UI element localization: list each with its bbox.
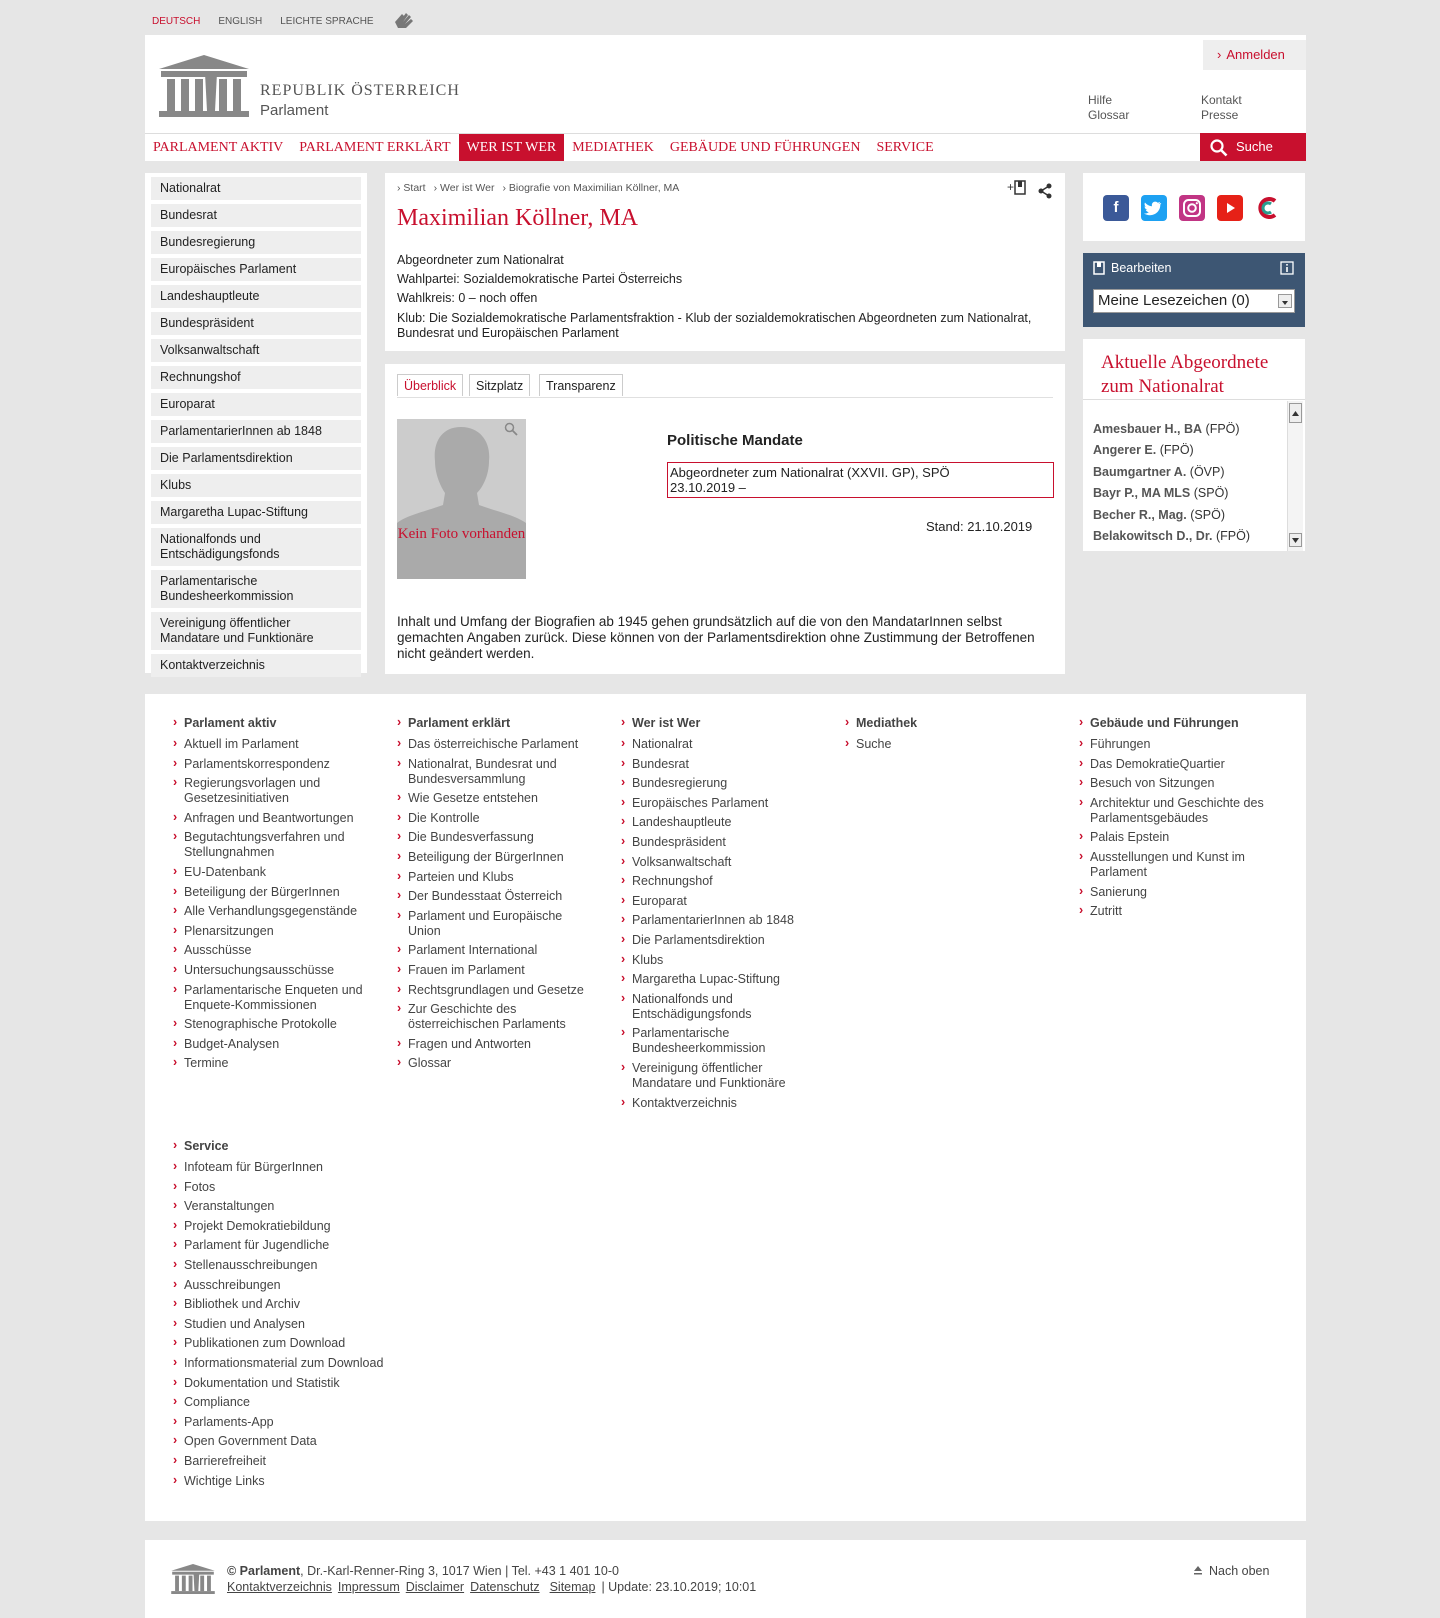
mp-list-item[interactable]: Bayr P., MA MLS (SPÖ) — [1093, 486, 1229, 501]
footer-heading[interactable]: › Mediathek — [845, 716, 1035, 731]
info-icon[interactable] — [1280, 261, 1294, 278]
lesezeichen-select[interactable]: Meine Lesezeichen (0) — [1093, 289, 1295, 313]
nav-parlament-erklaert[interactable]: PARLAMENT ERKLÄRT — [299, 140, 451, 155]
footer-link[interactable]: › Termine — [173, 1056, 363, 1071]
main-nav — [145, 133, 1306, 161]
footer-link[interactable]: › Ausschreibungen — [173, 1278, 403, 1293]
bio-district: Wahlkreis: 0 – noch offen — [397, 291, 538, 305]
footer-link[interactable]: › Open Government Data — [173, 1434, 403, 1449]
footer-sitemap — [145, 694, 1306, 1521]
footer-link[interactable]: › Parlamentarische Bundesheerkommission — [621, 1026, 811, 1056]
footer-link[interactable]: › Europäisches Parlament — [621, 796, 811, 811]
logo-text-parlament: Parlament — [260, 102, 329, 119]
footer-link[interactable]: › Europarat — [621, 894, 811, 909]
footer-link[interactable]: › Führungen — [1079, 737, 1269, 752]
footer-link[interactable]: › EU-Datenbank — [173, 865, 363, 880]
footer-col-mediathek — [845, 716, 1035, 757]
current-mps-box — [1083, 339, 1305, 551]
youtube-icon[interactable] — [1217, 195, 1243, 221]
footer-link[interactable]: › Nationalrat — [621, 737, 811, 752]
footer-link[interactable]: › Bibliothek und Archiv — [173, 1297, 403, 1312]
footer-link[interactable]: › Bundespräsident — [621, 835, 811, 850]
social-media-box — [1083, 173, 1305, 241]
footer-link[interactable]: › Wichtige Links — [173, 1474, 403, 1489]
footer-link[interactable]: › Barrierefreiheit — [173, 1454, 403, 1469]
sidebar-item-bundesprasident[interactable]: Bundespräsident — [151, 312, 361, 335]
scroll-down-icon[interactable] — [1289, 533, 1302, 547]
tab-sitzplatz[interactable]: Sitzplatz — [469, 374, 530, 396]
footer-heading[interactable]: › Wer ist Wer — [621, 716, 811, 731]
bookmarks-panel — [1083, 253, 1305, 327]
site-header — [145, 35, 1306, 133]
footer-link[interactable]: › Untersuchungsausschüsse — [173, 963, 363, 978]
footer-col-gebaeude-fuehrungen — [1079, 716, 1269, 924]
parlament-small-logo — [171, 1564, 215, 1594]
footer-link[interactable]: › Landeshauptleute — [621, 815, 811, 830]
footer-link[interactable]: › Parlament und Europäische Union — [397, 909, 587, 939]
link-disclaimer[interactable]: Disclaimer — [405, 1580, 465, 1594]
footer-link[interactable]: › Klubs — [621, 953, 811, 968]
nav-wer-ist-wer[interactable]: WER IST WER — [459, 134, 565, 161]
parlament-logo[interactable] — [159, 55, 249, 117]
footer-heading[interactable]: › Parlament aktiv — [173, 716, 363, 731]
arrow-up-icon — [1193, 1564, 1203, 1578]
footer-link[interactable]: › ParlamentarierInnen ab 1848 — [621, 913, 811, 928]
search-icon — [1210, 139, 1228, 160]
footer-link[interactable]: › Margaretha Lupac-Stiftung — [621, 972, 811, 987]
footer-link[interactable]: › Frauen im Parlament — [397, 963, 587, 978]
footer-link[interactable]: › Besuch von Sitzungen — [1079, 776, 1269, 791]
footer-link[interactable]: › Zutritt — [1079, 904, 1269, 919]
current-mps-list — [1093, 419, 1293, 547]
divider — [1083, 399, 1305, 400]
footer-link[interactable]: › Nationalrat, Bundesrat und Bundesversammlung — [397, 757, 587, 787]
footer-link[interactable]: › Sanierung — [1079, 885, 1269, 900]
footer-link[interactable]: › Parlaments-App — [173, 1415, 403, 1430]
footer-link[interactable]: › Regierungsvorlagen und Gesetzesinitiativen — [173, 776, 363, 806]
sidebar-item-volksanwaltschaft[interactable]: Volksanwaltschaft — [151, 339, 361, 362]
bio-party: Wahlpartei: Sozialdemokratische Partei Österreichs — [397, 272, 683, 286]
footer-link[interactable]: › Volksanwaltschaft — [621, 855, 811, 870]
footer-col-wer-ist-wer — [621, 716, 811, 1115]
footer-link[interactable]: › Architektur und Geschichte des Parlamentsgebäudes — [1079, 796, 1269, 826]
footer-link[interactable]: › Parlamentarische Enqueten und Enquete-Kommissionen — [173, 983, 363, 1013]
footer-col-parlament-aktiv — [173, 716, 363, 1076]
footer-link[interactable]: › Beteiligung der BürgerInnen — [173, 885, 363, 900]
page-title: Maximilian Köllner, MA — [397, 205, 639, 231]
sidebar-item-kontaktverzeichnis[interactable]: Kontaktverzeichnis — [151, 654, 361, 677]
footer-link[interactable]: › Die Bundesverfassung — [397, 830, 587, 845]
footer-link[interactable]: › Kontaktverzeichnis — [621, 1096, 811, 1111]
footer-link[interactable]: › Aktuell im Parlament — [173, 737, 363, 752]
footer-link[interactable]: › Bundesrat — [621, 757, 811, 772]
chevron-down-icon — [1278, 294, 1292, 308]
breadcrumb — [397, 182, 679, 194]
sidebar — [145, 173, 367, 673]
sign-language-icon[interactable] — [392, 10, 418, 33]
lang-leichte-sprache[interactable]: LEICHTE SPRACHE — [280, 15, 374, 27]
portrait-placeholder[interactable] — [397, 419, 526, 579]
sidebar-item-klubs[interactable]: Klubs — [151, 474, 361, 497]
footer-col-service — [173, 1139, 403, 1493]
footer-link[interactable]: › Der Bundesstaat Österreich — [397, 889, 587, 904]
scroll-up-icon[interactable] — [1289, 403, 1302, 423]
sidebar-item-parlamentarische-bundesheerkommission[interactable]: Parlamentarische Bundesheerkommission — [151, 570, 361, 608]
mp-list-item[interactable]: Baumgartner A. (ÖVP) — [1093, 464, 1225, 479]
nav-mediathek[interactable]: MEDIATHEK — [572, 140, 654, 155]
mandate-entry: Abgeordneter zum Nationalrat (XXVII. GP), SPÖ 23.10.2019 – — [667, 462, 1054, 498]
add-bookmark-icon[interactable] — [1007, 179, 1027, 200]
footer-link[interactable]: › Stellenausschreibungen — [173, 1258, 403, 1273]
footer-link[interactable]: › Rechtsgrundlagen und Gesetze — [397, 983, 587, 998]
footer-link[interactable]: › Die Parlamentsdirektion — [621, 933, 811, 948]
breadcrumb-wer-ist-wer[interactable]: › Wer ist Wer — [434, 182, 495, 194]
zoom-icon[interactable] — [504, 422, 518, 439]
chevron-right-icon: › — [1217, 47, 1222, 62]
bearbeiten-label[interactable]: Bearbeiten — [1111, 261, 1172, 275]
current-mps-heading: Aktuelle Abgeordnete zum Nationalrat — [1101, 352, 1269, 397]
stand-date: Stand: 21.10.2019 — [926, 519, 1033, 534]
bottom-bar — [145, 1540, 1306, 1618]
footer-link[interactable]: › Projekt Demokratiebildung — [173, 1219, 403, 1234]
back-to-top-button[interactable]: Nach oben — [1193, 1564, 1269, 1578]
presse-link[interactable]: Presse — [1201, 108, 1239, 122]
footer-link[interactable]: › Parlamentskorrespondenz — [173, 757, 363, 772]
footer-link[interactable]: › Das österreichische Parlament — [397, 737, 587, 752]
bookmark-icon — [1093, 261, 1105, 278]
footer-link[interactable]: › Suche — [845, 737, 1035, 752]
copyright-line: © Parlament, Dr.-Karl-Renner-Ring 3, 1017 Wien | Tel. +43 1 401 10-0 — [227, 1564, 619, 1578]
nav-service[interactable]: SERVICE — [876, 140, 934, 155]
search-button[interactable]: Suche — [1200, 133, 1306, 161]
bio-content-box — [385, 364, 1065, 674]
nav-gebaeude-fuehrungen[interactable]: GEBÄUDE UND FÜHRUNGEN — [669, 140, 861, 155]
footer-link[interactable]: › Nationalfonds und Entschädigungsfonds — [621, 992, 811, 1022]
footer-link[interactable]: › Budget-Analysen — [173, 1037, 363, 1052]
footer-link[interactable]: › Fotos — [173, 1180, 403, 1195]
bio-header-box — [385, 173, 1065, 351]
tab-transparenz[interactable]: Transparenz — [539, 374, 623, 396]
sidebar-item-landeshauptleute[interactable]: Landeshauptleute — [151, 285, 361, 308]
instagram-icon[interactable] — [1179, 195, 1205, 221]
scrollbar[interactable] — [1287, 401, 1303, 551]
footer-link[interactable]: › Informationsmaterial zum Download — [173, 1356, 403, 1371]
sidebar-item-vereinigung-offentlicher-mandatare-und-funktionare[interactable]: Vereinigung öffentlicher Mandatare und Funktionäre — [151, 612, 361, 650]
footer-link[interactable]: › Vereinigung öffentlicher Mandatare und Funktionäre — [621, 1061, 811, 1091]
footer-link[interactable]: › Publikationen zum Download — [173, 1336, 403, 1351]
hilfe-link[interactable]: Hilfe — [1088, 93, 1113, 107]
footer-link[interactable]: › Parlament International — [397, 943, 587, 958]
svg-text:+: + — [1007, 180, 1015, 194]
mp-list-item[interactable]: Becher R., Mag. (SPÖ) — [1093, 507, 1225, 522]
parlament-logo-icon[interactable] — [1255, 195, 1281, 221]
footer-link[interactable]: › Stenographische Protokolle — [173, 1017, 363, 1032]
footer-link[interactable]: › Dokumentation und Statistik — [173, 1376, 403, 1391]
footer-link[interactable]: › Plenarsitzungen — [173, 924, 363, 939]
footer-link[interactable]: › Fragen und Antworten — [397, 1037, 587, 1052]
footer-link[interactable]: › Die Kontrolle — [397, 811, 587, 826]
bio-club: Klub: Die Sozialdemokratische Parlamentsfraktion - Klub der sozialdemokratischen Abgeordneten zum Nationalrat, Bundesrat und Europäischen Parlament — [397, 311, 1032, 340]
language-bar — [152, 14, 418, 28]
footer-link[interactable]: › Ausschüsse — [173, 943, 363, 958]
share-icon[interactable] — [1037, 183, 1053, 202]
footer-link[interactable]: › Zur Geschichte des österreichischen Parlaments — [397, 1002, 587, 1032]
sidebar-item-nationalrat[interactable]: Nationalrat — [151, 177, 361, 200]
bio-disclaimer: Inhalt und Umfang der Biografien ab 1945 gehen grundsätzlich auf die von den MandatarInnen selbst gemachten Angaben zurück. Diese können von der Parlamentsdirektion ohne Zustimmung der Betroffenen nicht geändert werden. — [397, 614, 1035, 661]
kontakt-link[interactable]: Kontakt — [1201, 93, 1242, 107]
footer-link[interactable]: › Parlament für Jugendliche — [173, 1238, 403, 1253]
footer-link[interactable]: › Ausstellungen und Kunst im Parlament — [1079, 850, 1269, 880]
sidebar-item-europaisches-parlament[interactable]: Europäisches Parlament — [151, 258, 361, 281]
link-sitemap[interactable]: Sitemap — [549, 1580, 596, 1594]
footer-link[interactable]: › Anfragen und Beantwortungen — [173, 811, 363, 826]
glossar-link[interactable]: Glossar — [1088, 108, 1130, 122]
mandates-heading: Politische Mandate — [667, 432, 803, 449]
footer-link[interactable]: › Compliance — [173, 1395, 403, 1410]
footer-link[interactable]: › Begutachtungsverfahren und Stellungnahmen — [173, 830, 363, 860]
facebook-icon[interactable]: f — [1103, 195, 1129, 221]
footer-link[interactable]: › Alle Verhandlungsgegenstände — [173, 904, 363, 919]
tab-divider — [397, 397, 1053, 398]
sidebar-item-bundesregierung[interactable]: Bundesregierung — [151, 231, 361, 254]
no-photo-text: Kein Foto vorhanden — [397, 526, 526, 542]
logo-text-republik: REPUBLIK ÖSTERREICH — [260, 82, 460, 99]
sidebar-item-bundesrat[interactable]: Bundesrat — [151, 204, 361, 227]
sidebar-item-nationalfonds-und-entschadigungsfonds[interactable]: Nationalfonds und Entschädigungsfonds — [151, 528, 361, 566]
sidebar-item-rechnungshof[interactable]: Rechnungshof — [151, 366, 361, 389]
footer-heading[interactable]: › Parlament erklärt — [397, 716, 587, 731]
footer-link[interactable]: › Studien und Analysen — [173, 1317, 403, 1332]
footer-heading[interactable]: › Gebäude und Führungen — [1079, 716, 1269, 731]
lang-english[interactable]: ENGLISH — [218, 15, 263, 27]
breadcrumb-current: › Biografie von Maximilian Köllner, MA — [502, 182, 679, 194]
sidebar-item-parlamentarierinnen-ab-1848[interactable]: ParlamentarierInnen ab 1848 — [151, 420, 361, 443]
nav-parlament-aktiv[interactable]: PARLAMENT AKTIV — [153, 140, 284, 155]
footer-link[interactable]: › Veranstaltungen — [173, 1199, 403, 1214]
legal-links: Kontaktverzeichnis Impressum Disclaimer Datenschutz Sitemap | Update: 23.10.2019; 10:01 — [227, 1580, 757, 1594]
footer-heading[interactable]: › Service — [173, 1139, 403, 1154]
sidebar-item-die-parlamentsdirektion[interactable]: Die Parlamentsdirektion — [151, 447, 361, 470]
footer-link[interactable]: › Parteien und Klubs — [397, 870, 587, 885]
mp-list-item[interactable]: Amesbauer H., BA (FPÖ) — [1093, 422, 1240, 436]
mp-list-item[interactable]: Angerer E. (FPÖ) — [1093, 443, 1194, 458]
link-kontaktverzeichnis[interactable]: Kontaktverzeichnis — [227, 1580, 332, 1594]
login-button[interactable]: › Anmelden — [1203, 40, 1306, 70]
tab-ueberblick[interactable]: Überblick — [397, 374, 463, 396]
footer-col-parlament-erklaert — [397, 716, 587, 1076]
footer-link[interactable]: › Das DemokratieQuartier — [1079, 757, 1269, 772]
footer-link[interactable]: › Infoteam für BürgerInnen — [173, 1160, 403, 1175]
bio-role: Abgeordneter zum Nationalrat — [397, 253, 564, 267]
breadcrumb-start[interactable]: › Start — [397, 182, 426, 194]
footer-link[interactable]: › Rechnungshof — [621, 874, 811, 889]
sidebar-item-europarat[interactable]: Europarat — [151, 393, 361, 416]
footer-link[interactable]: › Bundesregierung — [621, 776, 811, 791]
mp-list-item[interactable]: Belakowitsch D., Dr. (FPÖ) — [1093, 529, 1250, 544]
twitter-icon[interactable] — [1141, 195, 1167, 221]
footer-link[interactable]: › Glossar — [397, 1056, 587, 1071]
link-impressum[interactable]: Impressum — [337, 1580, 400, 1594]
sidebar-item-margaretha-lupac-stiftung[interactable]: Margaretha Lupac-Stiftung — [151, 501, 361, 524]
footer-link[interactable]: › Palais Epstein — [1079, 830, 1269, 845]
footer-link[interactable]: › Beteiligung der BürgerInnen — [397, 850, 587, 865]
lang-deutsch[interactable]: DEUTSCH — [152, 15, 201, 27]
footer-link[interactable]: › Wie Gesetze entstehen — [397, 791, 587, 806]
link-datenschutz[interactable]: Datenschutz — [470, 1580, 540, 1594]
